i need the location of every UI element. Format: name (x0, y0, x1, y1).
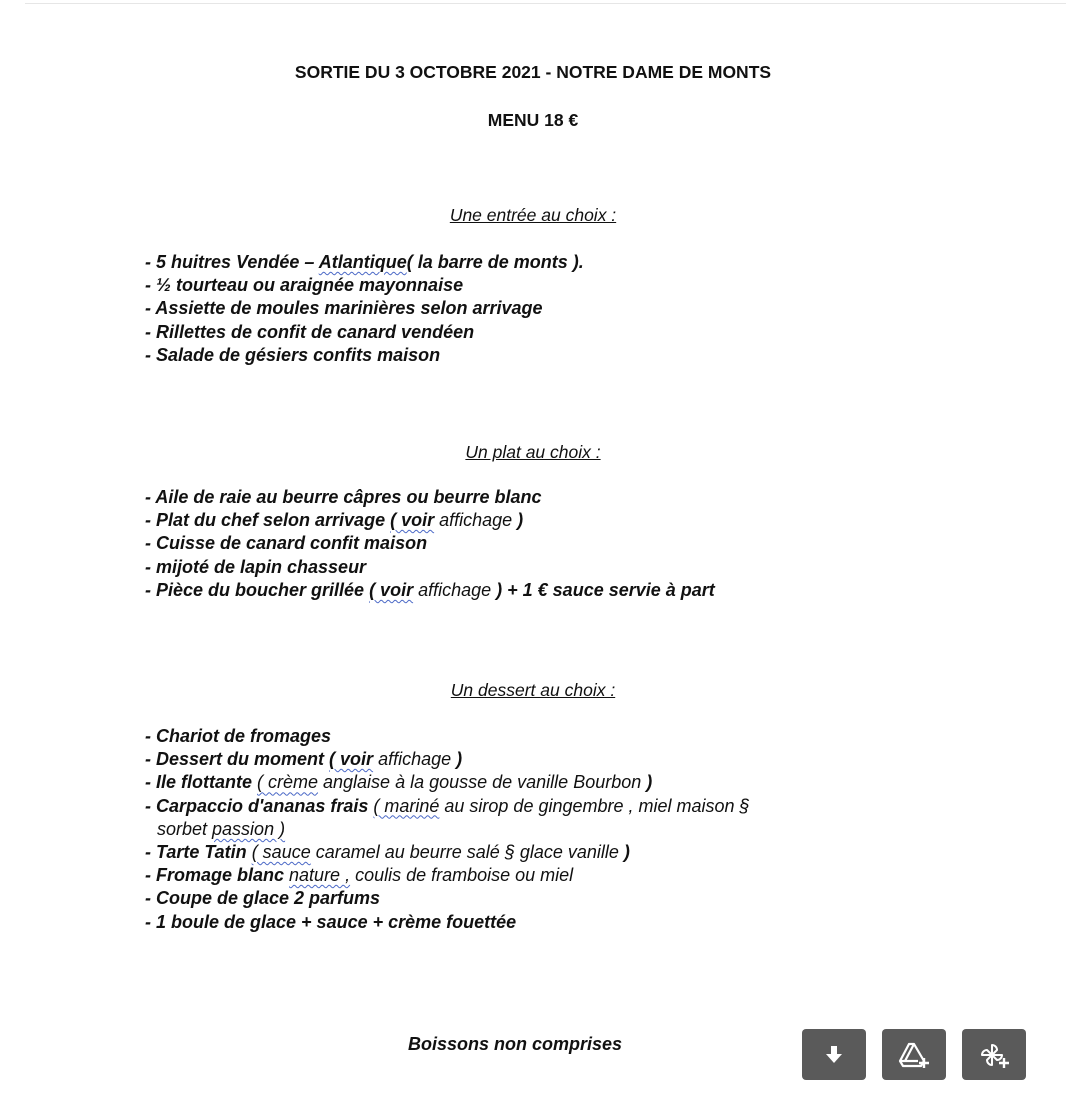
pinwheel-add-icon (977, 1040, 1011, 1070)
menu-price: MENU 18 € (487, 110, 579, 130)
pinwheel-add-button[interactable] (962, 1029, 1026, 1080)
download-arrow-icon (824, 1044, 844, 1066)
list-item: - Tarte Tatin ( sauce caramel au beurre salé § glace vanille ) (145, 842, 630, 863)
list-item: - Fromage blanc nature , coulis de framboise ou miel (145, 865, 574, 886)
list-item: - Coupe de glace 2 parfums (145, 888, 381, 909)
list-item-continued: sorbet passion ) (157, 818, 286, 839)
list-item: - 1 boule de glace + sauce + crème fouettée (145, 911, 517, 932)
desserts-heading: Un dessert au choix : (450, 680, 616, 700)
drive-add-icon (897, 1040, 931, 1070)
list-item: - Rillettes de confit de canard vendéen (145, 321, 475, 342)
save-to-drive-button[interactable] (882, 1029, 946, 1080)
list-item: - Dessert du moment ( voir affichage ) (145, 749, 463, 770)
list-item: - ½ tourteau ou araignée mayonnaise (145, 275, 464, 296)
entrees-list (145, 251, 584, 367)
entrees-heading: Une entrée au choix : (449, 205, 617, 225)
list-item: - Cuisse de canard confit maison (145, 533, 428, 554)
document-title: SORTIE DU 3 OCTOBRE 2021 - NOTRE DAME DE MONTS (294, 62, 772, 82)
list-item: - Ile flottante ( crème anglaise à la gousse de vanille Bourbon ) (145, 772, 653, 793)
list-item: - Salade de gésiers confits maison (145, 344, 441, 365)
list-item: - mijoté de lapin chasseur (145, 556, 367, 577)
plats-list (145, 486, 715, 602)
drinks-note: Boissons non comprises (407, 1034, 623, 1054)
list-item: - Chariot de fromages (145, 726, 332, 746)
list-item: - Plat du chef selon arrivage ( voir affichage ) (145, 510, 524, 531)
plats-heading: Un plat au choix : (465, 442, 601, 462)
desserts-list (145, 725, 750, 934)
list-item: - Carpaccio d'ananas frais ( mariné au sirop de gingembre , miel maison § (145, 795, 750, 816)
list-item: - 5 huitres Vendée – Atlantique( la barre de monts ). (145, 252, 584, 272)
list-item: - Pièce du boucher grillée ( voir affichage ) + 1 € sauce servie à part (145, 579, 715, 600)
download-button[interactable] (802, 1029, 866, 1080)
list-item: - Aile de raie au beurre câpres ou beurre blanc (145, 487, 542, 507)
list-item: - Assiette de moules marinières selon arrivage (145, 298, 543, 319)
